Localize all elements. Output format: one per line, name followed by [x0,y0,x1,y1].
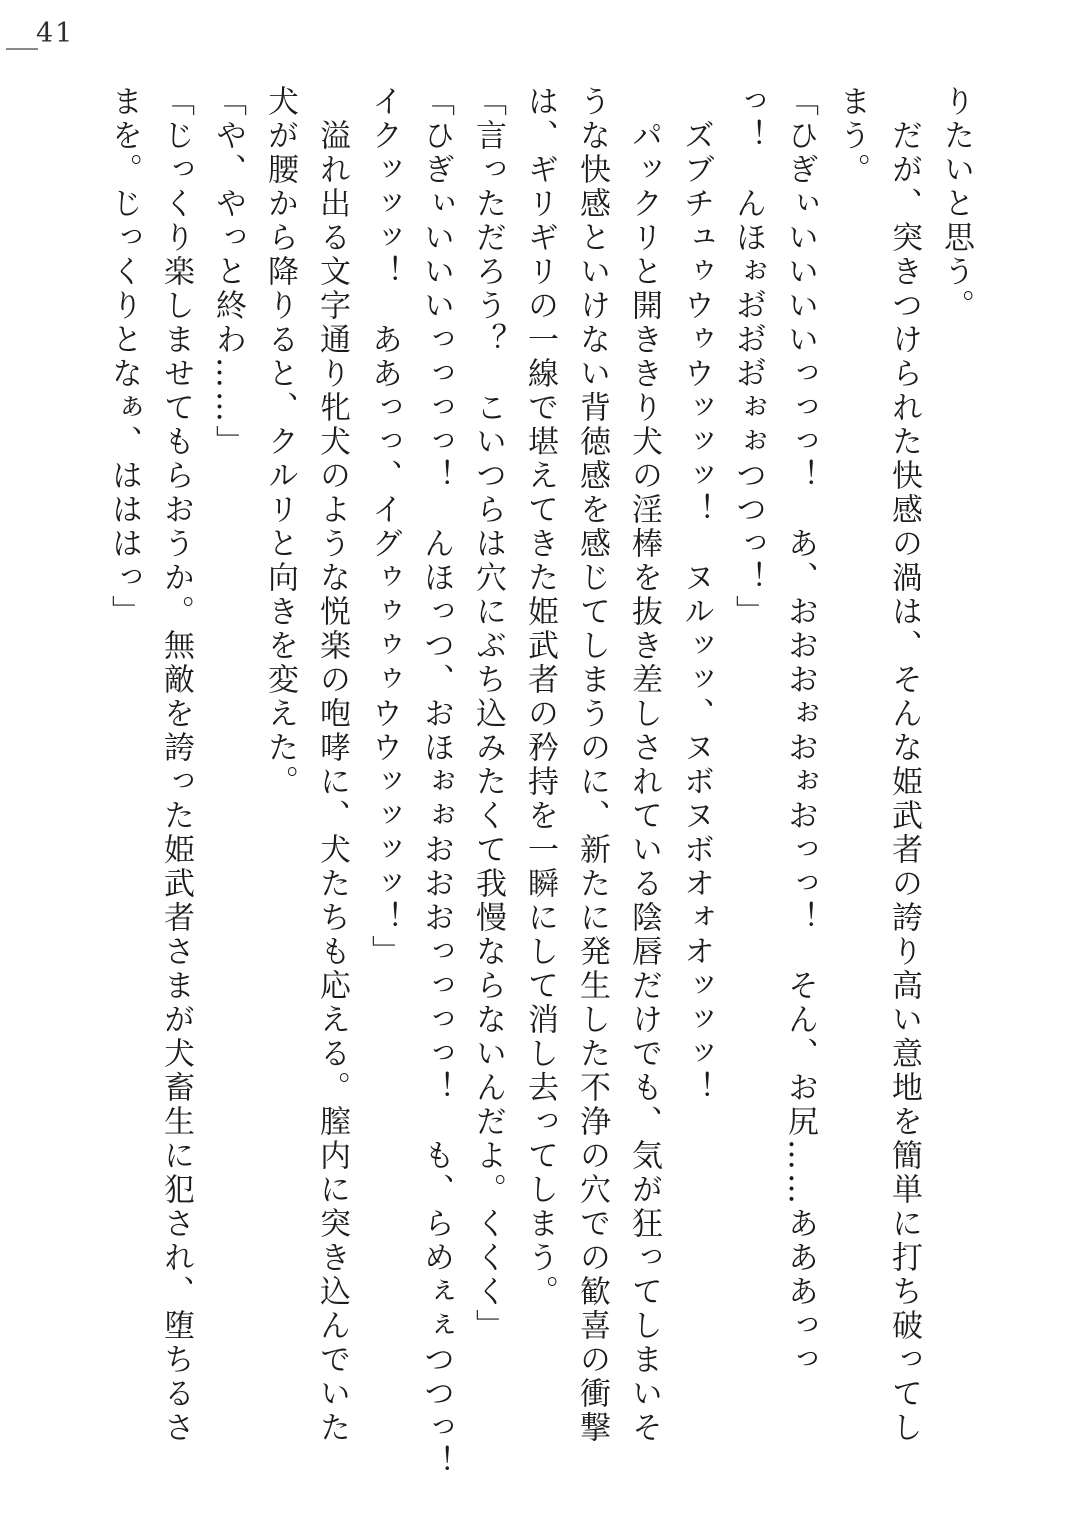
page-number: 41 [36,18,75,49]
text-column: まを。じっくりとなぁ、はははっ」 [106,85,142,629]
novel-text-block [94,85,982,1477]
text-column: 「ひぎぃいいいっっっっ！ んほっつ、おほぉぉおおおっっっっ！ も、らめぇぇつつっ！ [418,85,454,1479]
text-column: ズブチュゥウゥウッッッ！ ヌルッッ、ヌボヌボオォオッッッ！ [678,119,714,1105]
text-column: 「じっくり楽しませてもらおうか。無敵を誇った姫武者さまが犬畜生に犯され、堕ちるさ [158,85,194,1445]
text-column: まう。 [834,85,870,187]
text-column: 「ひぎぃいいいいっっっ！ あ、おおおぉおぉおっっ！ そん、お尻……あああっっ [782,85,818,1377]
text-column: 溢れ出る文字通り牝犬のような悦楽の咆哮に、犬たちも応える。膣内に突き込んでいた [314,119,350,1445]
text-column: っ！ んほぉお゙お゙お゙ぉぉつつっ！」 [730,85,766,629]
text-column: 「言っただろう？ こいつらは穴にぶち込みたくて我慢ならないんだよ。くくく」 [470,85,506,1343]
text-column: うな快感といけない背徳感を感じてしまうのに、新たに発生した不浄の穴での歓喜の衝撃 [574,85,610,1445]
text-column: りたいと思う。 [938,85,974,323]
page-number-rule [6,48,38,50]
text-column: 「や、やっと終わ……」 [210,85,246,459]
text-column: 犬が腰から降りると、クルリと向きを変えた。 [262,85,298,799]
text-column: だが、突きつけられた快感の渦は、そんな姫武者の誇り高い意地を簡単に打ち破ってし [886,119,922,1445]
text-column: パックリと開ききり犬の淫棒を抜き差しされている陰唇だけでも、気が狂ってしまいそ [626,119,662,1445]
text-column: は、ギリギリの一線で堪えてきた姫武者の矜持を一瞬にして消し去ってしまう。 [522,85,558,1309]
text-column: イクッッッ！ ああっっ、イグゥゥゥゥウウッッッッ！」 [366,85,402,969]
